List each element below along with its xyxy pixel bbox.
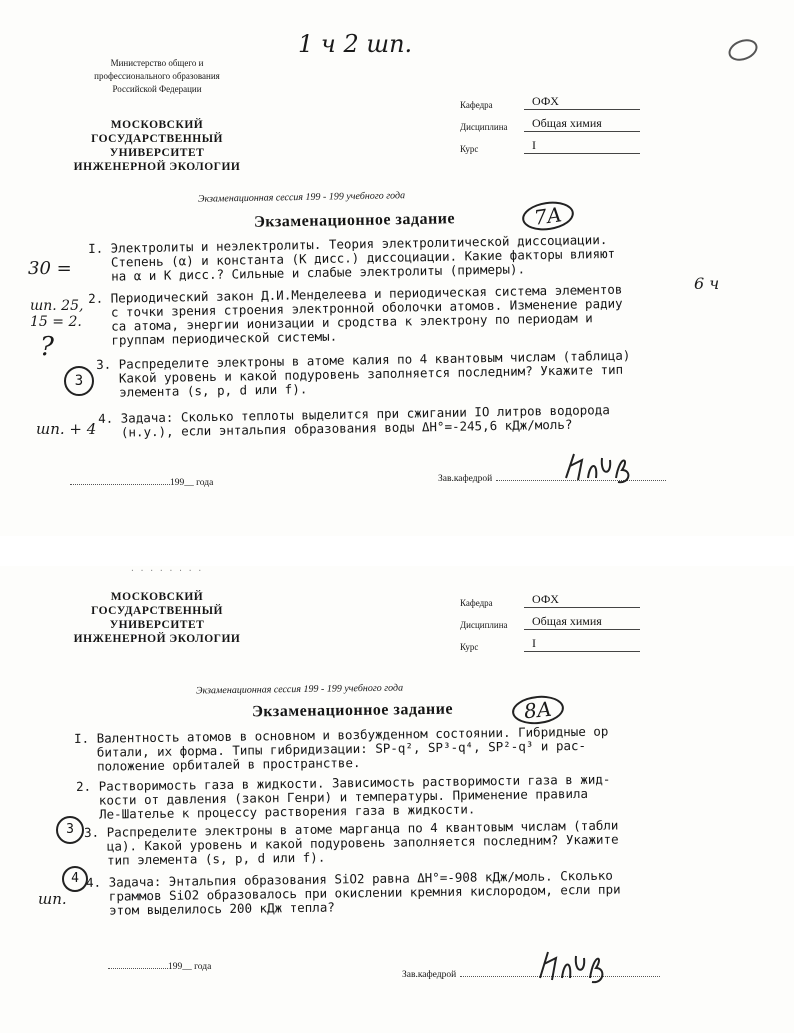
side-note-q1: 6 ч	[694, 274, 720, 293]
margin-note-q4: шп. + 4	[36, 420, 97, 438]
department-value: ОФХ	[524, 94, 640, 110]
course-row-2: Курс I	[460, 636, 640, 652]
course-value-2: I	[524, 636, 640, 652]
ticket-number-mark-2: 8А	[511, 693, 566, 726]
page-gap	[0, 536, 794, 566]
head-signature-line: Зав.кафедрой	[438, 474, 666, 484]
question-1-2: I. Валентность атомов в основном и возбужденном состоянии. Гибридные ор битали, их форма. Типы гибридизации: SP-q², SP³-q⁴, SP²-q³ и рас- положение орбиталей в пространстве.	[73, 723, 609, 774]
circled-3-icon-2: 3	[56, 816, 84, 844]
cut-fragment-text: · · · · · · · ·	[130, 566, 203, 575]
date-line: 199__ года	[70, 478, 213, 488]
course-value: I	[524, 138, 640, 154]
question-4: 4. Задача: Сколько теплоты выделится при сжигании IO литров водорода (н.у.), если энтальпия образования воды ΔH°=-245,6 кДж/моль?	[97, 402, 610, 440]
arrow-mark: ?	[40, 332, 54, 362]
margin-note-q2: шп. 25, 15 = 2.	[30, 298, 84, 330]
university-name: МОСКОВСКИЙ ГОСУДАРСТВЕННЫЙ УНИВЕРСИТЕТ ИНЖЕНЕРНОЙ ЭКОЛОГИИ	[73, 119, 241, 173]
question-2-2: 2. Растворимость газа в жидкости. Зависимость растворимости газа в жид- кости от давления (закон Генри) и температуры. Применение правила Ле-Шателье к процессу растворения газа в жидкости.	[75, 771, 611, 822]
question-3-2: 3. Распределите электроны в атоме марганца по 4 квантовым числам (табли ца). Какой уровень и какой подуровень заполняется последним? Укажите тип элемента (s, p, d или f).	[83, 817, 619, 868]
department-row: Кафедра ОФХ	[460, 94, 640, 110]
course-row: Курс I	[460, 138, 640, 154]
date-line-2: 199__ года	[108, 962, 211, 972]
ticket-number-mark: 7А	[520, 199, 575, 234]
question-4-2: 4. Задача: Энтальпия образования SiO2 равна ΔH°=-908 кДж/моль. Сколько граммов SiO2 образовалось при окислении кремния кислородом, если при этом выделилось 200 кДж тепла?	[85, 867, 621, 918]
department-value-2: ОФХ	[524, 592, 640, 608]
exam-title-2: Экзаменационное задание	[251, 700, 454, 721]
exam-title: Экзаменационное задание	[253, 210, 456, 231]
question-2: 2. Периодический закон Д.И.Менделеева и периодическая система элементов с точки зрения строения электронной оболочки атомов. Изменение радиу са атома, энергии ионизации и сродства к электрону по периодам и группам периодической системы.	[87, 281, 623, 348]
corner-scribble	[725, 35, 760, 64]
discipline-row: Дисциплина Общая химия	[460, 116, 640, 132]
margin-note-q1: 30 =	[28, 258, 72, 279]
head-signature-icon-2	[534, 944, 614, 988]
top-handwritten-note: 1 ч 2 шп.	[298, 30, 413, 58]
discipline-row-2: Дисциплина Общая химия	[460, 614, 640, 630]
session-line: Экзаменационная сессия 199 - 199 учебного года	[197, 190, 406, 205]
circled-3-icon: 3	[64, 366, 94, 396]
department-row-2: Кафедра ОФХ	[460, 592, 640, 608]
margin-note-q4-2: шп.	[38, 890, 67, 908]
head-signature-icon	[560, 448, 640, 488]
session-line-2: Экзаменационная сессия 199 - 199 учебного года	[195, 682, 404, 697]
head-signature-line-2: Зав.кафедрой	[402, 970, 660, 980]
circled-4-icon: 4	[62, 866, 88, 892]
university-name-2: МОСКОВСКИЙ ГОСУДАРСТВЕННЫЙ УНИВЕРСИТЕТ ИНЖЕНЕРНОЙ ЭКОЛОГИИ	[73, 591, 241, 645]
question-3: 3. Распределите электроны в атоме калия по 4 квантовым числам (таблица) Какой уровень и какой подуровень заполняется последним? Укажите тип элемента (s, p, d или f).	[95, 347, 631, 400]
discipline-value-2: Общая химия	[524, 614, 640, 630]
ministry-header: Министерство общего и профессионального образования Российской Федерации	[94, 58, 220, 94]
discipline-value: Общая химия	[524, 116, 640, 132]
question-1: I. Электролиты и неэлектролиты. Теория электролитической диссоциации. Степень (α) и константа (K дисс.) диссоциации. Какие факторы влияют на α и K дисс.? Сильные и слабые электролиты (примеры).	[87, 231, 616, 284]
